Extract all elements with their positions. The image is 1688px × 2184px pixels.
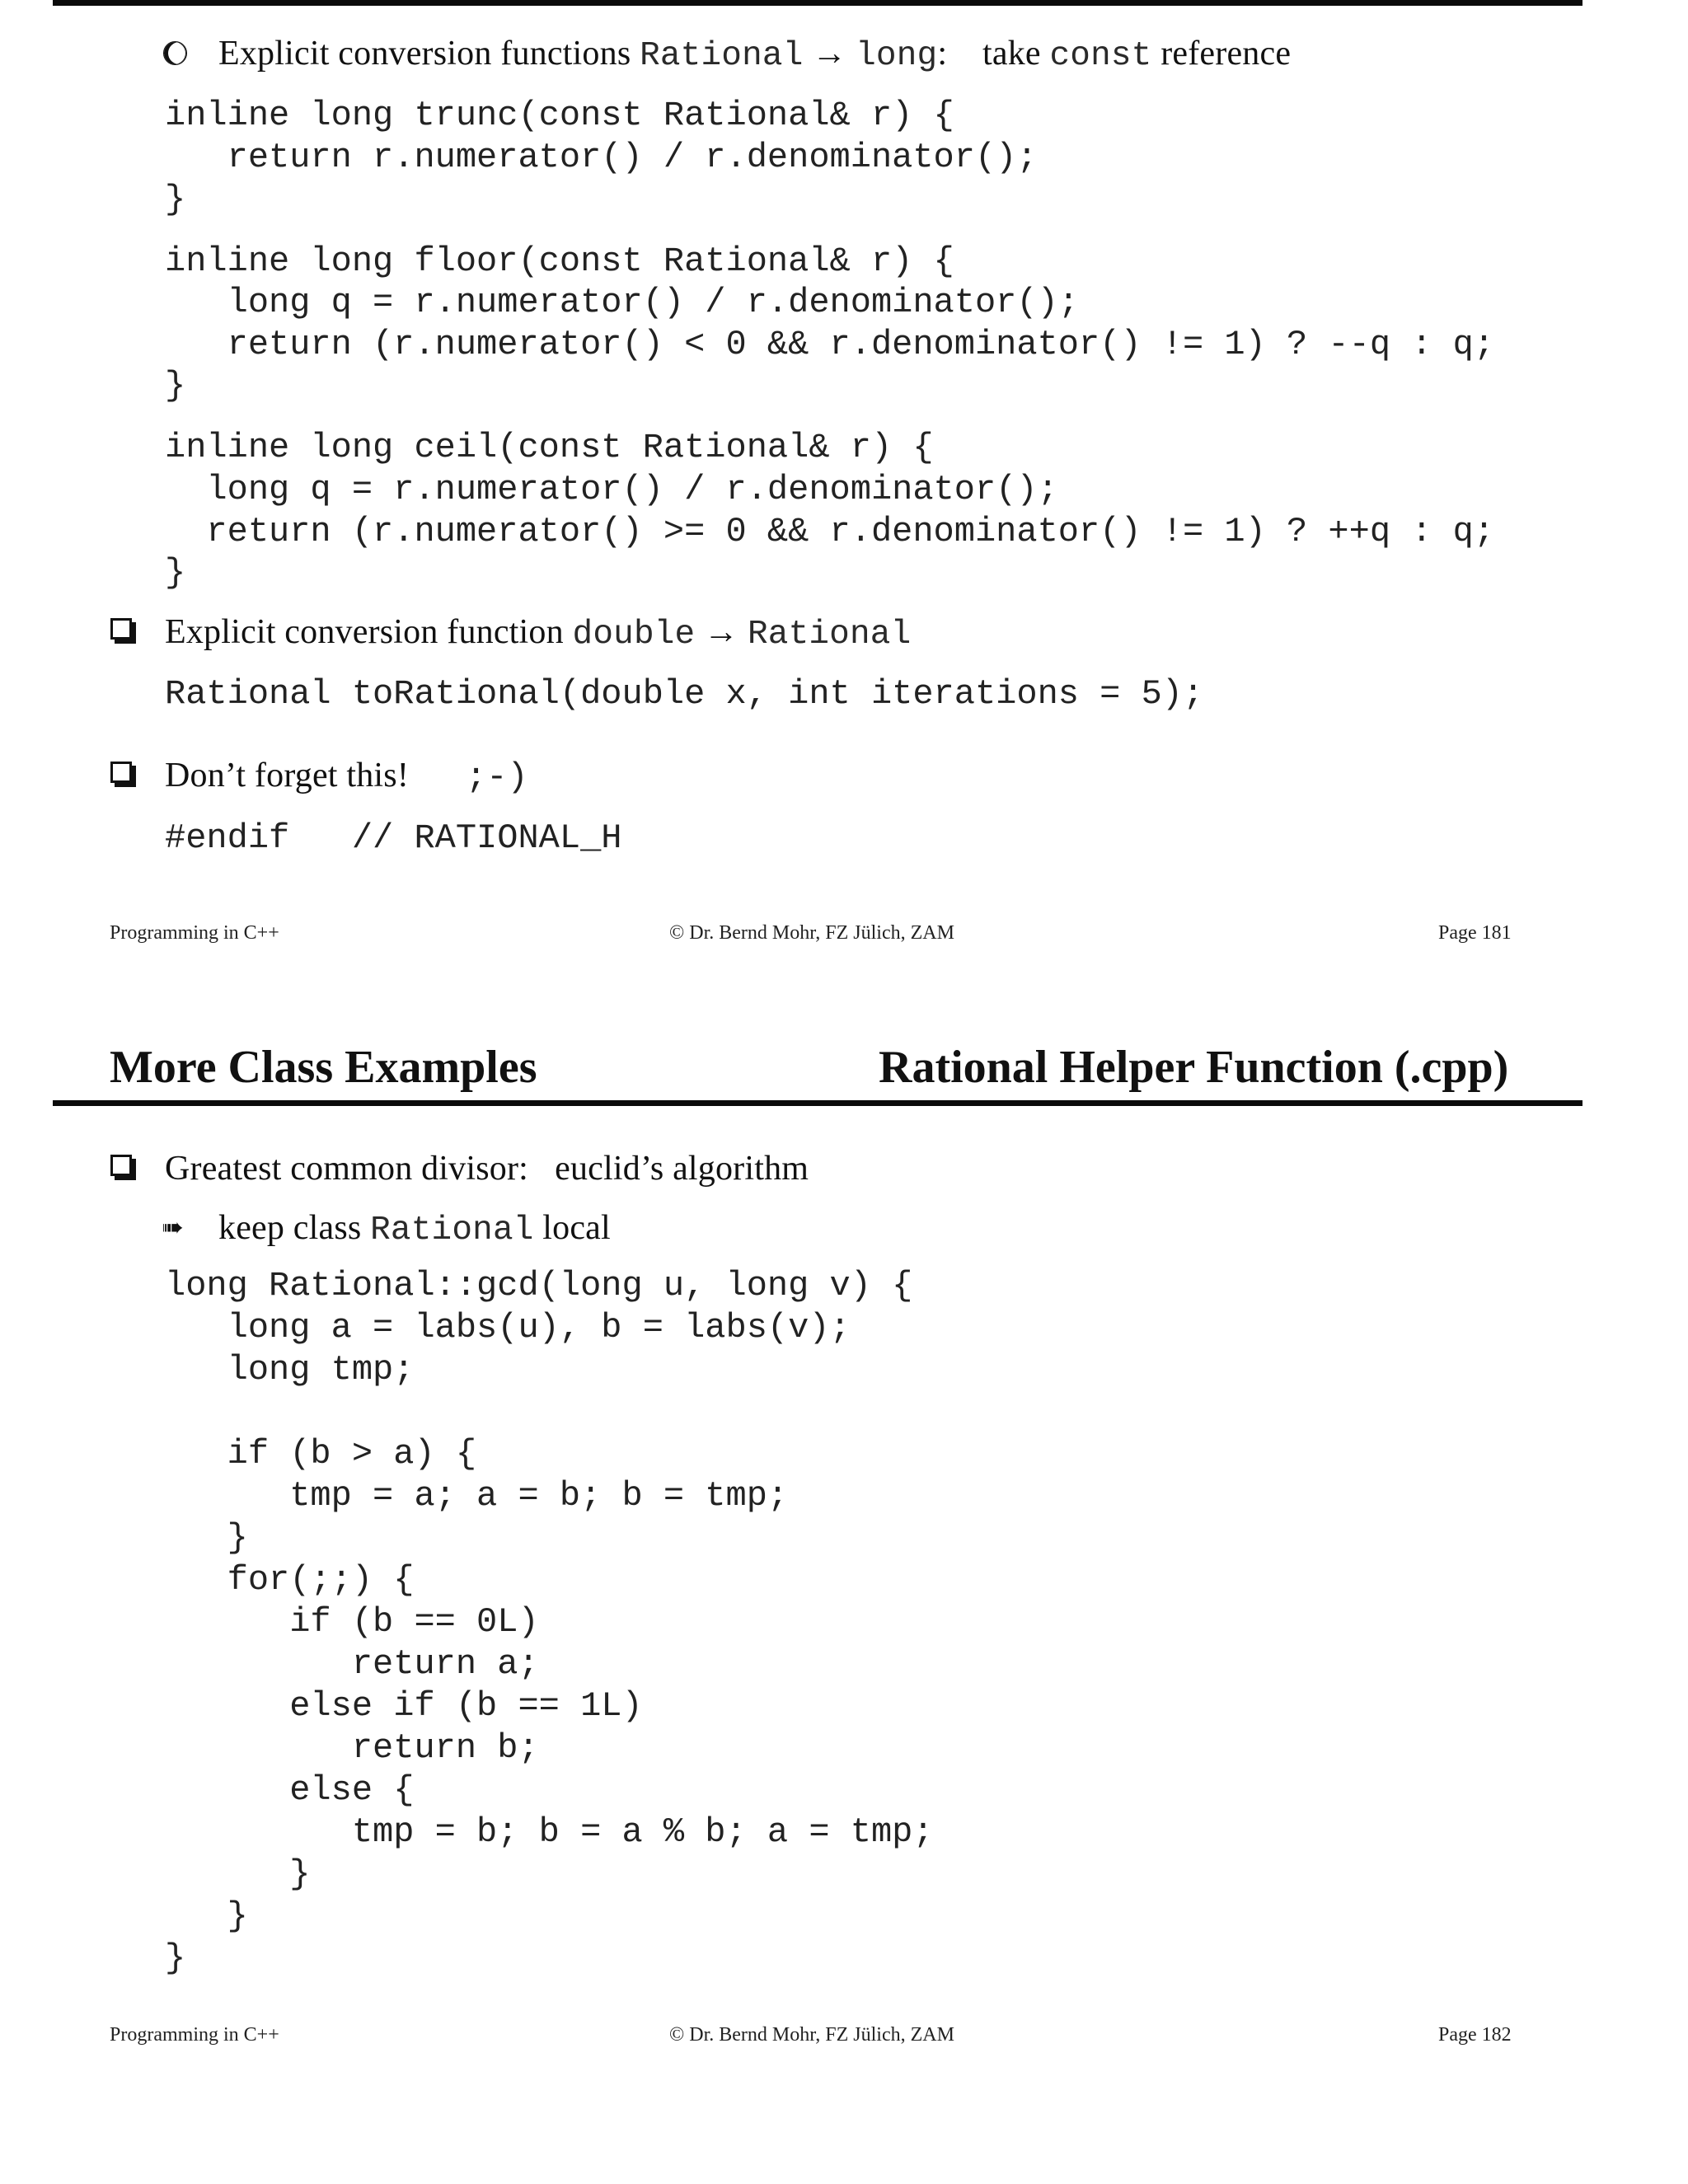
code-line: } bbox=[165, 553, 186, 593]
square-bullet-icon bbox=[110, 618, 132, 640]
code-line: inline long floor(const Rational& r) { bbox=[165, 241, 954, 281]
square-bullet-icon bbox=[110, 762, 132, 783]
code-line: inline long trunc(const Rational& r) { bbox=[165, 96, 954, 135]
page-title-left: More Class Examples bbox=[110, 1042, 537, 1093]
code-line: return (r.numerator() >= 0 && r.denominator() != 1) ? ++q : q; bbox=[165, 512, 1495, 551]
code-line: return (r.numerator() < 0 && r.denominator() != 1) ? --q : q; bbox=[165, 325, 1495, 364]
footer-center: © Dr. Bernd Mohr, FZ Jülich, ZAM bbox=[669, 922, 954, 944]
code-line: if (b == 0L) bbox=[165, 1602, 539, 1642]
smiley-text: ;-) bbox=[466, 757, 528, 797]
gcd-heading: Greatest common divisor: euclid’s algorithm bbox=[165, 1150, 809, 1188]
conversion-functions-heading bbox=[218, 33, 1291, 77]
heading-mono-double: double bbox=[572, 616, 696, 654]
footer-center: © Dr. Bernd Mohr, FZ Jülich, ZAM bbox=[669, 2024, 954, 2046]
heading-text-3: reference bbox=[1151, 35, 1292, 73]
footer-left: Programming in C++ bbox=[110, 922, 279, 944]
code-torational: Rational toRational(double x, int iterations = 5); bbox=[165, 674, 1204, 714]
heading-text: Don’t forget this! bbox=[165, 757, 410, 794]
code-line: } bbox=[165, 1518, 248, 1558]
code-line: long tmp; bbox=[165, 1350, 415, 1390]
code-line: } bbox=[165, 1896, 248, 1936]
heading-text: Explicit conversion function bbox=[165, 613, 573, 651]
circle-bullet-icon bbox=[163, 41, 187, 65]
arrow-bullet-icon: ➠ bbox=[162, 1212, 184, 1243]
square-bullet-icon bbox=[110, 1155, 132, 1176]
top-header-rule bbox=[53, 0, 1582, 6]
code-line: tmp = a; a = b; b = tmp; bbox=[165, 1476, 789, 1516]
footer-right: Page 182 bbox=[1438, 2024, 1512, 2046]
keep-text-1: keep class bbox=[218, 1209, 371, 1247]
heading-arrow: → bbox=[695, 613, 748, 651]
code-line: long q = r.numerator() / r.denominator(); bbox=[165, 470, 1058, 509]
code-line: } bbox=[165, 1938, 186, 1978]
code-line: return a; bbox=[165, 1644, 539, 1684]
heading-text-1: Explicit conversion functions bbox=[218, 35, 640, 73]
heading-text-2: : take bbox=[937, 35, 1050, 73]
heading-arrow: → bbox=[803, 35, 856, 73]
code-line: long a = labs(u), b = labs(v); bbox=[165, 1308, 851, 1347]
keep-local-text bbox=[218, 1207, 611, 1251]
heading-mono-const: const bbox=[1049, 37, 1152, 75]
code-line: } bbox=[165, 1854, 311, 1894]
footer-left: Programming in C++ bbox=[110, 2024, 279, 2046]
double-to-rational-heading bbox=[165, 612, 911, 655]
footer-right: Page 181 bbox=[1438, 922, 1512, 944]
page-title-right: Rational Helper Function (.cpp) bbox=[879, 1042, 1509, 1093]
title-rule bbox=[53, 1100, 1582, 1106]
code-line: long q = r.numerator() / r.denominator(); bbox=[165, 283, 1079, 322]
heading-mono-rational: Rational bbox=[640, 37, 804, 75]
heading-mono-rational: Rational bbox=[747, 616, 912, 654]
dont-forget-heading bbox=[165, 755, 409, 796]
code-line: return r.numerator() / r.denominator(); bbox=[165, 138, 1038, 177]
code-line: } bbox=[165, 180, 186, 219]
code-endif: #endif // RATIONAL_H bbox=[165, 818, 622, 858]
code-line: } bbox=[165, 366, 186, 405]
keep-text-2: local bbox=[533, 1209, 611, 1247]
code-line: for(;;) { bbox=[165, 1560, 415, 1600]
code-line: inline long ceil(const Rational& r) { bbox=[165, 428, 934, 467]
heading-mono-long: long bbox=[856, 37, 938, 75]
keep-mono-rational: Rational bbox=[370, 1212, 534, 1249]
code-line: tmp = b; b = a % b; a = tmp; bbox=[165, 1812, 934, 1852]
code-line: else if (b == 1L) bbox=[165, 1686, 643, 1726]
code-line: if (b > a) { bbox=[165, 1434, 477, 1474]
code-line: return b; bbox=[165, 1728, 539, 1768]
code-line: long Rational::gcd(long u, long v) { bbox=[165, 1266, 913, 1305]
code-line: else { bbox=[165, 1770, 415, 1810]
